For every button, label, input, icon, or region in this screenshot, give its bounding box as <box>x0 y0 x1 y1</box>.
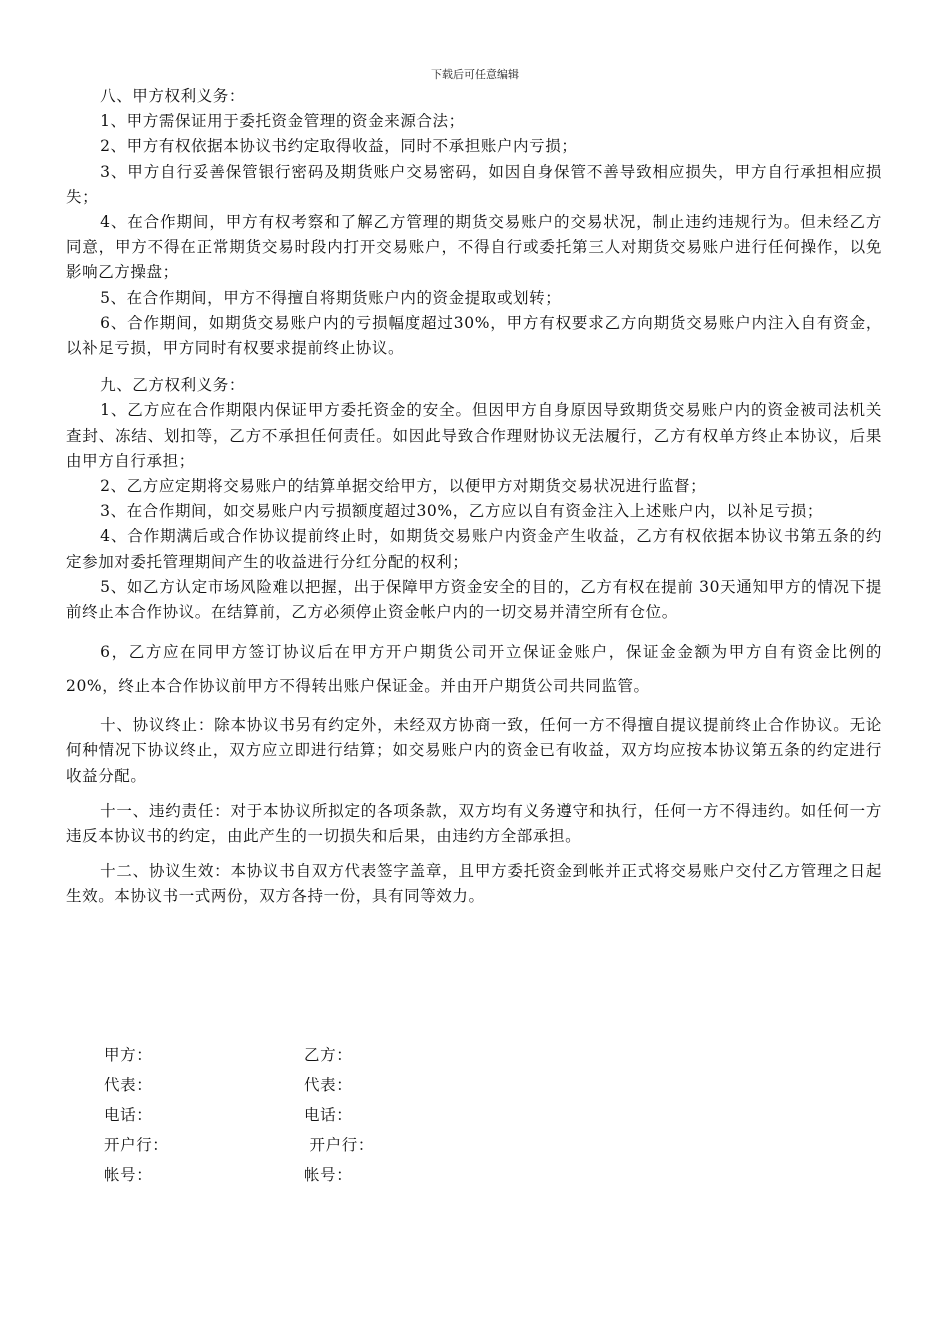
spacer <box>66 703 882 713</box>
party-b-phone: 电话： <box>304 1106 353 1124</box>
party-a-bank: 开户行： <box>104 1136 169 1154</box>
section-8-item: 2、甲方有权依据本协议书约定取得收益，同时不承担账户内亏损； <box>100 137 578 156</box>
signature-row <box>104 1040 604 1070</box>
spacer <box>66 789 882 799</box>
section-10-termination: 十、协议终止：除本协议书另有约定外，未经双方协商一致，任何一方不得擅自提议提前终止合作协议。无论何种情况下协议终止，双方应立即进行结算；如交易账户内的资金已有收益，双方均应按本协议第五条的约定进行收益分配。 <box>66 716 882 785</box>
section-8-title: 八、甲方权利义务： <box>100 87 245 105</box>
section-12-effect: 十二、协议生效：本协议书自双方代表签字盖章，且甲方委托资金到帐并正式将交易账户交付乙方管理之日起生效。本协议书一式两份，双方各持一份，具有同等效力。 <box>66 862 882 906</box>
section-8-item: 4、在合作期间，甲方有权考察和了解乙方管理的期货交易账户的交易状况，制止违约违规行为。但未经乙方同意，甲方不得在正常期货交易时段内打开交易账户，不得自行或委托第三人对期货交易账户进行任何操作，以免影响乙方操盘； <box>66 213 882 282</box>
party-a-label: 甲方： <box>104 1046 153 1064</box>
spacer <box>66 361 882 373</box>
party-a-account: 帐号： <box>104 1166 153 1184</box>
party-b-label: 乙方： <box>304 1046 353 1064</box>
section-8-item: 5、在合作期间，甲方不得擅自将期货账户内的资金提取或划转； <box>100 288 562 307</box>
spacer <box>66 625 882 635</box>
section-9-item: 6，乙方应在同甲方签订协议后在甲方开户期货公司开立保证金账户，保证金金额为甲方自有资金比例的20%，终止本合作协议前甲方不得转出账户保证金。并由开户期货公司共同监管。 <box>66 643 882 696</box>
section-9-title: 九、乙方权利义务： <box>100 376 245 395</box>
party-a-phone: 电话： <box>104 1106 153 1124</box>
section-9-item: 5、如乙方认定市场风险难以把握，出于保障甲方资金安全的目的，乙方有权在提前 30天通知甲方的情况下提前终止本合作协议。在结算前，乙方必须停止资金帐户内的一切交易并清空所有仓位。 <box>66 577 882 622</box>
section-9-item: 4、合作期满后或合作协议提前终止时，如期货交易账户内资金产生收益，乙方有权依据本协议书第五条的约定参加对委托管理期间产生的收益进行分红分配的权利； <box>66 527 882 571</box>
signature-row <box>104 1130 604 1160</box>
party-b-account: 帐号： <box>304 1166 353 1184</box>
section-9-item: 2、乙方应定期将交易账户的结算单据交给甲方，以便甲方对期货交易状况进行监督； <box>100 477 707 496</box>
party-b-representative: 代表： <box>304 1076 353 1094</box>
section-8-item: 1、甲方需保证用于委托资金管理的资金来源合法； <box>100 112 465 131</box>
section-11-breach: 十一、违约责任：对于本协议所拟定的各项条款，双方均有义务遵守和执行，任何一方不得违约。如任何一方违反本协议书的约定，由此产生的一切损失和后果，由违约方全部承担。 <box>66 801 882 846</box>
signature-row <box>104 1100 604 1130</box>
header-note: 下载后可任意编辑 <box>431 68 519 81</box>
section-9-item: 3、在合作期间，如交易账户内亏损额度超过30%，乙方应以自有资金注入上述账户内，以补足亏损； <box>100 502 824 521</box>
signature-block <box>104 1040 604 1190</box>
party-a-representative: 代表： <box>104 1076 153 1094</box>
agreement-body <box>66 84 882 910</box>
spacer <box>66 849 882 859</box>
signature-row <box>104 1160 604 1190</box>
party-b-bank: 开户行： <box>304 1136 374 1154</box>
section-8-item: 3、甲方自行妥善保管银行密码及期货账户交易密码，如因自身保管不善导致相应损失，甲方自行承担相应损失； <box>66 162 882 206</box>
section-8-item: 6、合作期间，如期货交易账户内的亏损幅度超过30%，甲方有权要求乙方向期货交易账户内注入自有资金，以补足亏损，甲方同时有权要求提前终止协议。 <box>66 313 882 358</box>
section-9-item: 1、乙方应在合作期限内保证甲方委托资金的安全。但因甲方自身原因导致期货交易账户内的资金被司法机关查封、冻结、划扣等，乙方不承担任何责任。如因此导致合作理财协议无法履行，乙方有权单方终止本协议，后果由甲方自行承担； <box>66 401 882 470</box>
signature-row <box>104 1070 604 1100</box>
